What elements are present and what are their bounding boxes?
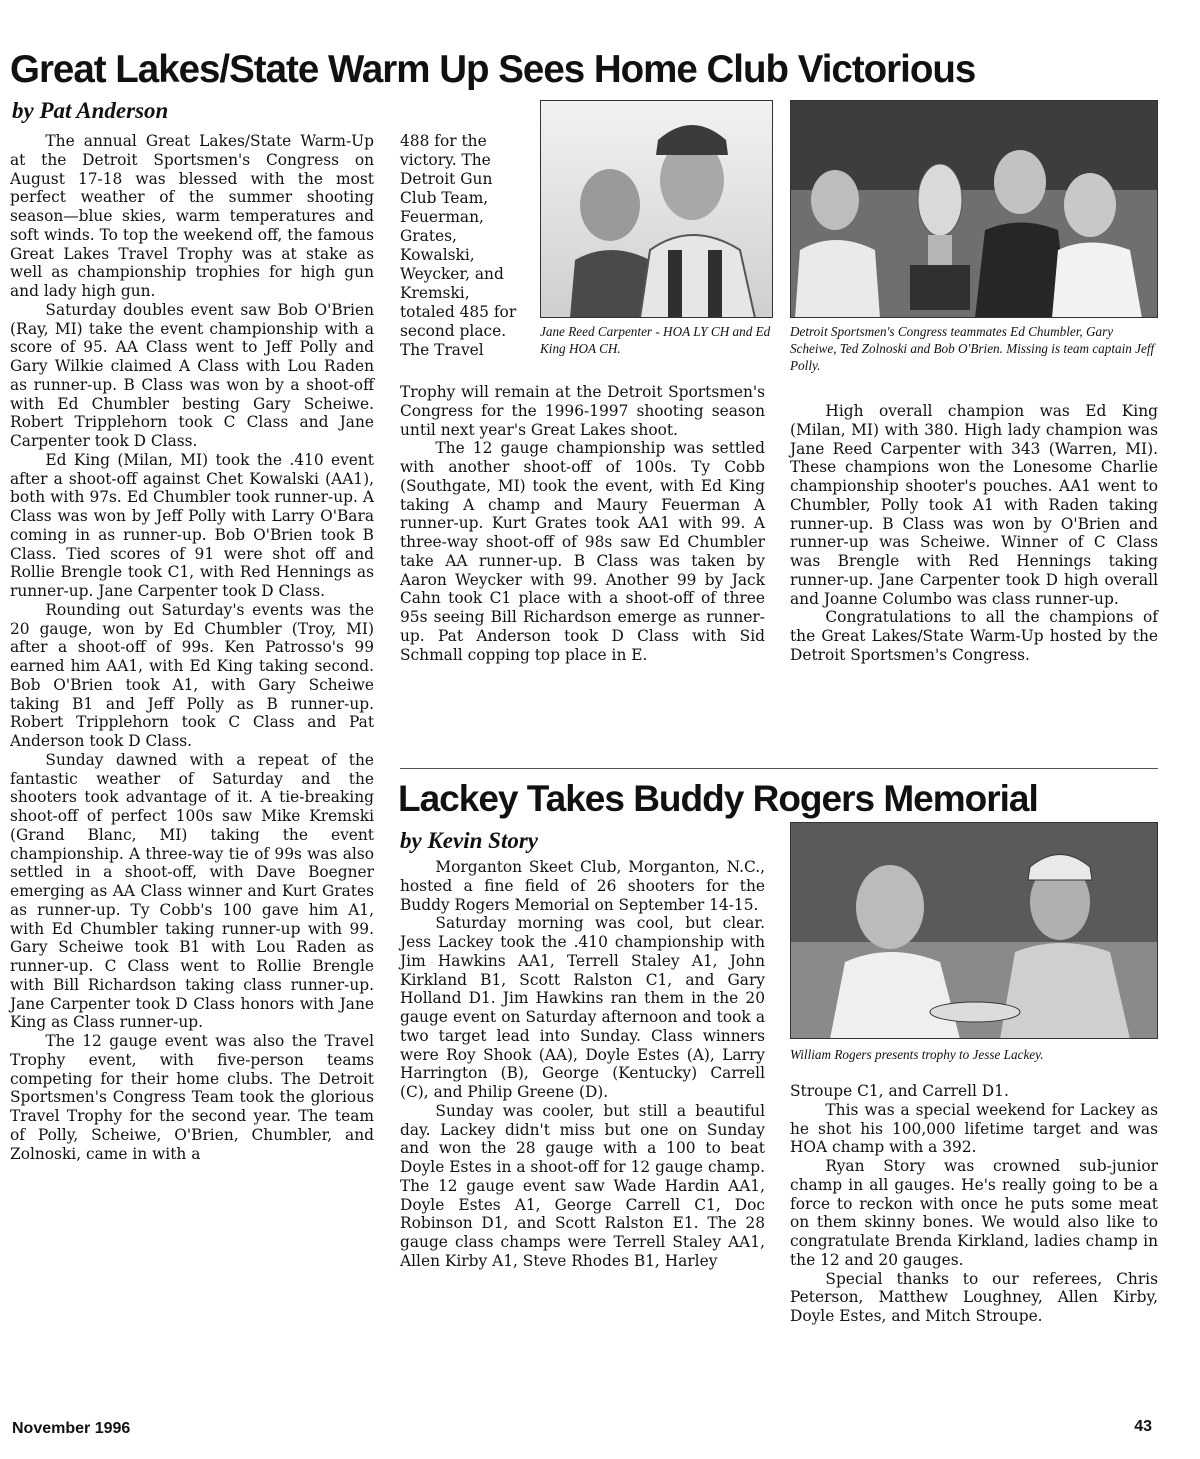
paragraph: Saturday doubles event saw Bob O'Brien (Ray, MI) take the event championship with a score of 95. AA Class went to Jeff Polly and Gary Wilkie claimed A Class with Lou Raden as runner-up. B Class was won by a shoot-off with Ed Chumbler besting Gary Scheiwe. Robert Tripplehorn took C Class and Jane Carpenter took D Class. [10, 300, 374, 450]
paragraph: Trophy will remain at the Detroit Sportsmen's Congress for the 1996-1997 shooting season until next year's Great Lakes shoot. [400, 383, 765, 439]
paragraph: Ed King (Milan, MI) took the .410 event after a shoot-off against Chet Kowalski (AA1), both with 97s. Ed Chumbler took runner-up. A Class was won by Jeff Polly with Larry O'Bara coming in as runner-up. Bob O'Brien took B Class. Tied scores of 91 were shot off and Rollie Brengle took C1, with Red Hennings as runner-up. Jane Carpenter took D Class. [10, 450, 374, 600]
paragraph: 488 for the victory. The Detroit Gun Club Team, Feuerman, Grates, Kowalski, Weycker, and Kremski, totaled 485 for second place. The Travel [400, 132, 517, 359]
photo-team-trophy-caption: Detroit Sportsmen's Congress teammates Ed Chumbler, Gary Scheiwe, Ted Zolnoski and Bob O'Brien. Missing is team captain Jeff Polly. [790, 324, 1155, 373]
article1-column-3 [790, 402, 1158, 665]
paragraph: The 12 gauge event was also the Travel Trophy event, with five-person teams competing for their home clubs. The Detroit Sportsmen's Congress Team took the glorious Travel Trophy for the second year. The team of Polly, Scheiwe, O'Brien, Chumbler, and Zolnoski, came in with a [10, 1032, 374, 1163]
paragraph: The 12 gauge championship was settled with another shoot-off of 100s. Ty Cobb (Southgate, MI) took the event, with Ed King taking A champ and Maury Feuerman A runner-up. Kurt Grates took AA1 with 99. A three-way shoot-off of 98s saw Ed Chumbler take AA runner-up. B Class was taken by Aaron Weycker with 99. Another 99 by Jack Cahn took C1 place with a shoot-off of three 95s seeing Bill Richardson emerge as runner-up. Pat Anderson took D Class with Sid Schmall copping top place in E. [400, 439, 765, 664]
paragraph: Rounding out Saturday's events was the 20 gauge, won by Ed Chumbler (Troy, MI) after a shoot-off of 99s. Ken Patrosso's 99 earned him AA1, with Ed King taking second. Bob O'Brien took A1, with Gary Scheiwe taking B1 and Jeff Polly as B runner-up. Robert Tripplehorn took C Class and Pat Anderson took D Class. [10, 600, 374, 750]
article2-byline: by Kevin Story [400, 828, 538, 853]
paragraph: The annual Great Lakes/State Warm-Up at the Detroit Sportsmen's Congress on August 17-18 was blessed with the most perfect weather of the summer shooting season—blue skies, warm temperatures and soft winds. To top the weekend off, the famous Great Lakes Travel Trophy was at stake as well as championship trophies for high gun and lady high gun. [10, 132, 374, 300]
paragraph: Sunday dawned with a repeat of the fantastic weather of Saturday and the shooters took advantage of it. A tie-breaking shoot-off of perfect 100s saw Mike Kremski (Grand Blanc, MI) taking the event championship. A three-way tie of 99s was also settled in a shoot-off, with Dave Boegner emerging as AA Class winner and Kurt Grates as runner-up. Ty Cobb's 100 gave him A1, with Ed Chumbler taking runner-up with 99. Gary Scheiwe took B1 with Lou Raden as runner-up. C Class went to Rollie Brengle with Bill Richardson taking class runner-up. Jane Carpenter took D Class honors with Jane King as Class runner-up. [10, 750, 374, 1032]
article1-headline: Great Lakes/State Warm Up Sees Home Club Victorious [10, 48, 976, 91]
footer-page-number: 43 [1134, 1418, 1152, 1435]
paragraph: Congratulations to all the champions of the Great Lakes/State Warm-Up hosted by the Detroit Sportsmen's Congress. [790, 608, 1158, 664]
paragraph: Ryan Story was crowned sub-junior champ in all gauges. He's really going to be a force to reckon with once he puts some meat on them skinny bones. We would also like to congratulate Brenda Kirkland, ladies champ in the 12 and 20 gauges. [790, 1157, 1158, 1269]
paragraph: Saturday morning was cool, but clear. Jess Lackey took the .410 championship with Jim Hawkins AA1, Terrell Staley A1, John Kirkland B1, Scott Ralston C1, and Gary Holland D1. Jim Hawkins ran them in the 20 gauge event on Saturday afternoon and took a two target lead into Sunday. Class winners were Roy Shook (AA), Doyle Estes (A), Larry Harrington (B), George (Kentucky) Carrell (C), and Philip Greene (D). [400, 914, 765, 1101]
footer-date: November 1996 [12, 1420, 131, 1437]
photo-rogers-lackey-caption: William Rogers presents trophy to Jesse Lackey. [790, 1047, 1044, 1062]
photo-team-trophy-image [790, 100, 1158, 318]
article1-byline: by Pat Anderson [12, 98, 169, 123]
photo-carpenter-king-caption: Jane Reed Carpenter - HOA LY CH and Ed King HOA CH. [540, 324, 771, 356]
article-divider [400, 768, 1158, 769]
article2-column-3 [790, 1082, 1158, 1326]
article2-headline: Lackey Takes Buddy Rogers Memorial [398, 778, 1038, 819]
article1-column-2-narrow [400, 132, 518, 360]
paragraph: Sunday was cooler, but still a beautiful day. Lackey didn't miss but one on Sunday and won the 28 gauge with a 100 to beat Doyle Estes in a shoot-off for 12 gauge champ. The 12 gauge event saw Wade Hardin AA1, Doyle Estes A1, George Carrell C1, Doc Robinson D1, and Scott Ralston E1. The 28 gauge class champs were Terrell Staley AA1, Allen Kirby A1, Steve Rhodes B1, Harley [400, 1101, 765, 1270]
photo-rogers-lackey-image [790, 822, 1158, 1039]
paragraph: Morganton Skeet Club, Morganton, N.C., hosted a fine field of 26 shooters for the Buddy Rogers Memorial on September 14-15. [400, 858, 765, 914]
article1-column-1 [10, 132, 374, 1163]
photo-carpenter-king [540, 100, 773, 318]
photo-team-trophy [790, 100, 1158, 318]
photo-carpenter-king-image [540, 100, 773, 318]
paragraph: High overall champion was Ed King (Milan, MI) with 380. High lady champion was Jane Reed Carpenter with 343 (Warren, MI). These champions won the Lonesome Charlie championship shooter's pouches. AA1 went to Chumbler, Polly took A1 with Raden taking runner-up. B Class was won by O'Brien and runner-up was Scheiwe. Winner of C Class was Brengle with Red Hennings taking runner-up. Jane Carpenter took D high overall and Joanne Columbo was class runner-up. [790, 402, 1158, 608]
paragraph: Stroupe C1, and Carrell D1. [790, 1082, 1009, 1100]
paragraph: Special thanks to our referees, Chris Peterson, Matthew Loughney, Allen Kirby, Doyle Estes, and Mitch Stroupe. [790, 1269, 1158, 1325]
photo-rogers-lackey [790, 822, 1158, 1039]
article1-column-2 [400, 383, 765, 664]
paragraph: This was a special weekend for Lackey as he shot his 100,000 lifetime target and was HOA champ with a 392. [790, 1100, 1158, 1157]
article2-column-2 [400, 858, 765, 1271]
